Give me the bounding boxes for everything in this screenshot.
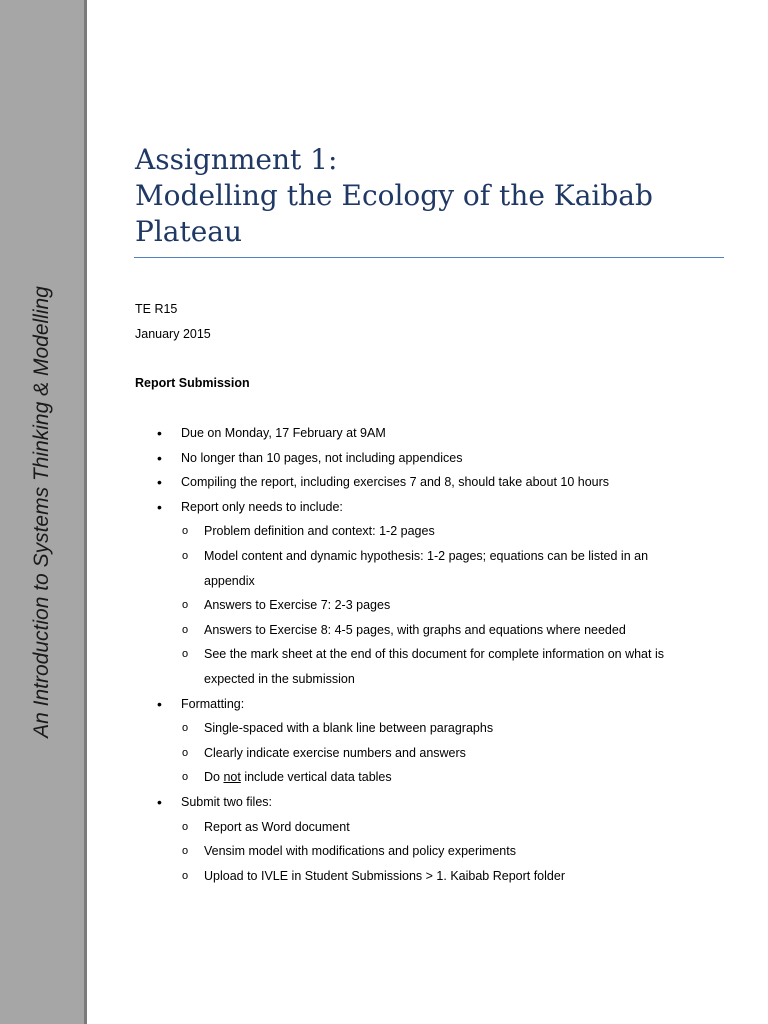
list-item-text: Compiling the report, including exercises 7 and 8, should take about 10 hours bbox=[181, 475, 610, 490]
sub-list-item bbox=[135, 593, 735, 618]
list-item bbox=[135, 495, 735, 520]
list-item bbox=[135, 790, 735, 815]
sub-list-item bbox=[135, 864, 735, 889]
sub-bullet-icon: o bbox=[182, 722, 189, 735]
sub-list-item bbox=[135, 642, 735, 667]
section-heading: Report Submission bbox=[135, 376, 250, 390]
list-item bbox=[135, 470, 735, 495]
bullet-icon: • bbox=[157, 695, 162, 712]
list-item-text: expected in the submission bbox=[204, 671, 355, 686]
sub-list-item bbox=[135, 519, 735, 544]
sub-bullet-icon: o bbox=[182, 525, 189, 538]
list-item-text: Answers to Exercise 8: 4-5 pages, with graphs and equations where needed bbox=[204, 622, 626, 637]
list-item bbox=[135, 421, 735, 446]
sub-list-item bbox=[135, 618, 735, 643]
sub-bullet-icon: o bbox=[182, 845, 189, 858]
document-title bbox=[135, 142, 725, 250]
list-item-text: Formatting: bbox=[181, 696, 245, 711]
title-line: Modelling the Ecology of the Kaibab bbox=[135, 179, 653, 212]
document-date: January 2015 bbox=[135, 327, 211, 341]
course-code: TE R15 bbox=[135, 302, 178, 316]
sidebar-band bbox=[0, 0, 84, 1024]
submission-list bbox=[135, 421, 735, 888]
sub-bullet-icon: o bbox=[182, 549, 189, 562]
sub-list-item-continuation bbox=[135, 667, 735, 692]
list-item-text: Report as Word document bbox=[204, 819, 350, 834]
sub-bullet-icon: o bbox=[182, 820, 189, 833]
text-segment: Do bbox=[204, 770, 224, 785]
list-item-text: Problem definition and context: 1-2 pages bbox=[204, 524, 435, 539]
list-item-text: Upload to IVLE in Student Submissions > 1. Kaibab Report folder bbox=[204, 868, 565, 883]
sub-bullet-icon: o bbox=[182, 746, 189, 759]
list-item-text: Due on Monday, 17 February at 9AM bbox=[181, 426, 386, 440]
bullet-icon: • bbox=[157, 498, 162, 515]
list-item-text: Vensim model with modifications and policy experiments bbox=[204, 844, 516, 859]
text-segment: include vertical data tables bbox=[240, 770, 392, 785]
list-item-text: Report only needs to include: bbox=[181, 499, 343, 514]
list-item bbox=[135, 446, 735, 471]
bullet-icon: • bbox=[157, 425, 162, 441]
sub-list-item bbox=[135, 765, 735, 790]
title-line: Plateau bbox=[135, 215, 243, 248]
list-item-text: Submit two files: bbox=[181, 794, 273, 809]
sidebar-edge-divider bbox=[84, 0, 87, 1024]
sub-bullet-icon: o bbox=[182, 648, 189, 661]
list-item-text bbox=[204, 765, 392, 790]
list-item-text: appendix bbox=[204, 573, 255, 588]
bullet-icon: • bbox=[157, 474, 162, 491]
title-divider bbox=[134, 257, 724, 258]
list-item-text: Single-spaced with a blank line between paragraphs bbox=[204, 721, 494, 736]
list-item-text: Model content and dynamic hypothesis: 1-2 pages; equations can be listed in an bbox=[204, 548, 649, 563]
sub-list-item bbox=[135, 815, 735, 840]
sub-list-item bbox=[135, 741, 735, 766]
bullet-icon: • bbox=[157, 449, 162, 466]
bullet-icon: • bbox=[157, 793, 162, 810]
list-item-text: No longer than 10 pages, not including appendices bbox=[181, 450, 463, 465]
sidebar-title: An Introduction to Systems Thinking & Modelling bbox=[30, 286, 53, 738]
sub-list-item bbox=[135, 716, 735, 741]
sub-list-item-continuation bbox=[135, 569, 735, 594]
list-item-text: Clearly indicate exercise numbers and answers bbox=[204, 745, 466, 760]
sub-bullet-icon: o bbox=[182, 623, 189, 636]
sub-bullet-icon: o bbox=[182, 869, 189, 882]
sub-bullet-icon: o bbox=[182, 771, 189, 784]
emphasis-text: not bbox=[223, 770, 241, 785]
sub-list-item bbox=[135, 544, 735, 569]
list-item-text: See the mark sheet at the end of this document for complete information on what is bbox=[204, 647, 664, 662]
list-item bbox=[135, 692, 735, 717]
sub-bullet-icon: o bbox=[182, 599, 189, 612]
title-line: Assignment 1: bbox=[135, 143, 338, 176]
list-item-text: Answers to Exercise 7: 2-3 pages bbox=[204, 598, 391, 613]
sub-list-item bbox=[135, 839, 735, 864]
